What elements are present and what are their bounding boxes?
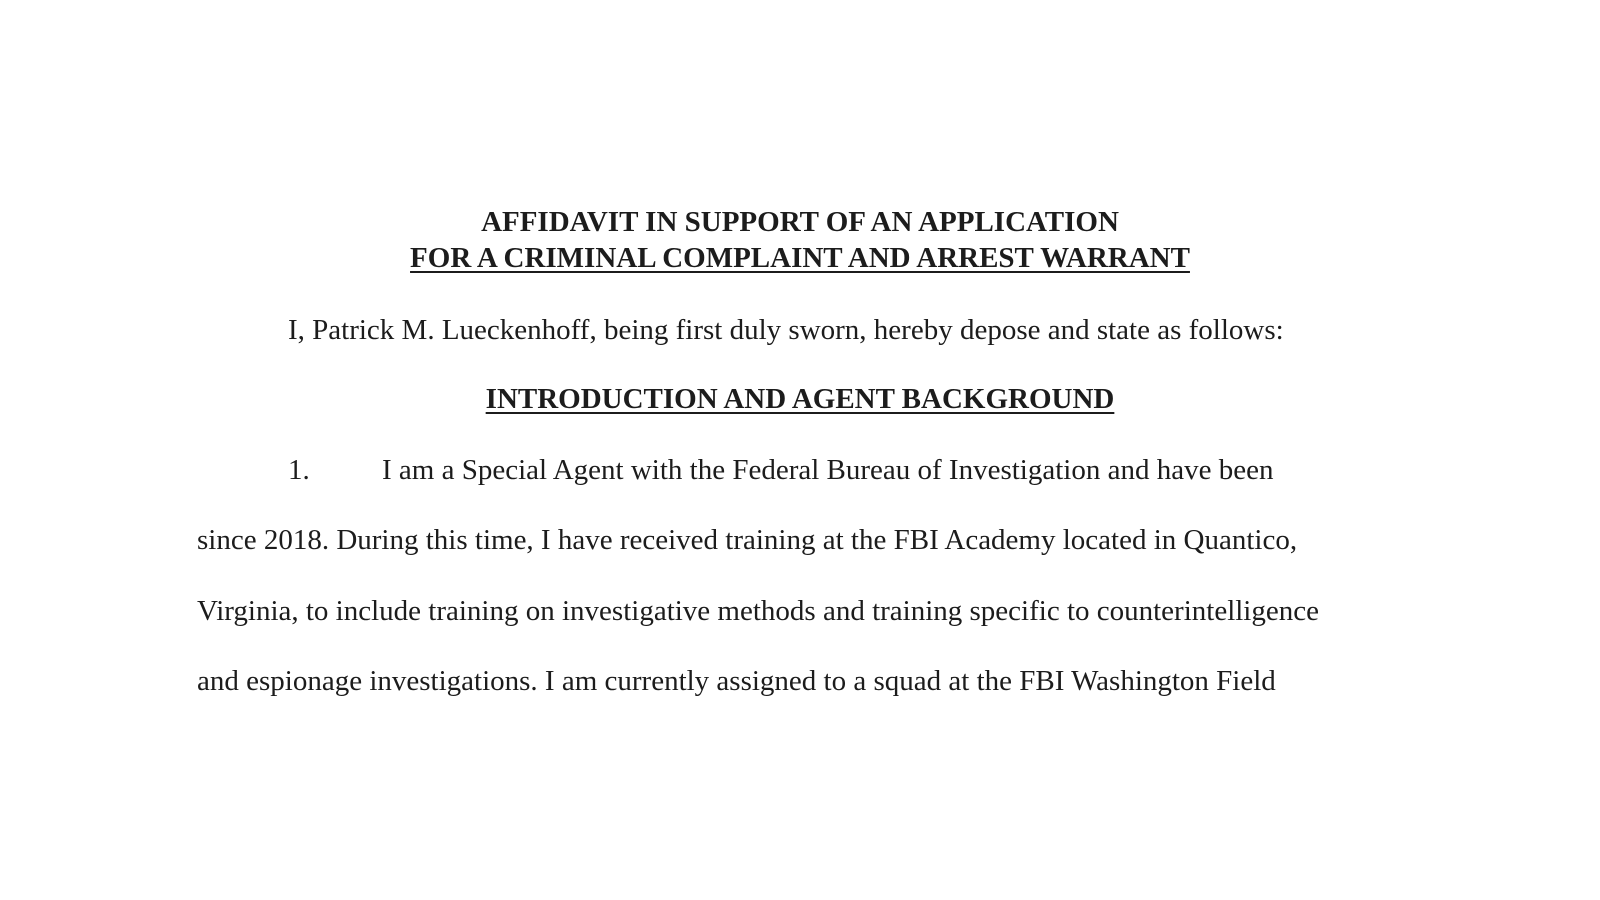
paragraph-number: 1.	[288, 454, 310, 486]
paragraph-line-2: since 2018. During this time, I have received training at the FBI Academy located in Quantico,	[197, 524, 1298, 556]
section-heading	[0, 381, 1600, 417]
document-title-line-2-text: FOR A CRIMINAL COMPLAINT AND ARREST WARRANT	[410, 242, 1190, 274]
paragraph-line-3: Virginia, to include training on investigative methods and training specific to counterintelligence	[197, 595, 1319, 627]
paragraph-line-4: and espionage investigations. I am currently assigned to a squad at the FBI Washington Field	[197, 665, 1276, 697]
section-heading-text: INTRODUCTION AND AGENT BACKGROUND	[485, 383, 1115, 415]
document-title-line-1: AFFIDAVIT IN SUPPORT OF AN APPLICATION	[481, 206, 1119, 238]
intro-statement: I, Patrick M. Lueckenhoff, being first duly sworn, hereby depose and state as follows:	[288, 314, 1284, 346]
document-title-line-2	[0, 240, 1600, 276]
paragraph-line-1: I am a Special Agent with the Federal Bureau of Investigation and have been	[382, 454, 1274, 486]
